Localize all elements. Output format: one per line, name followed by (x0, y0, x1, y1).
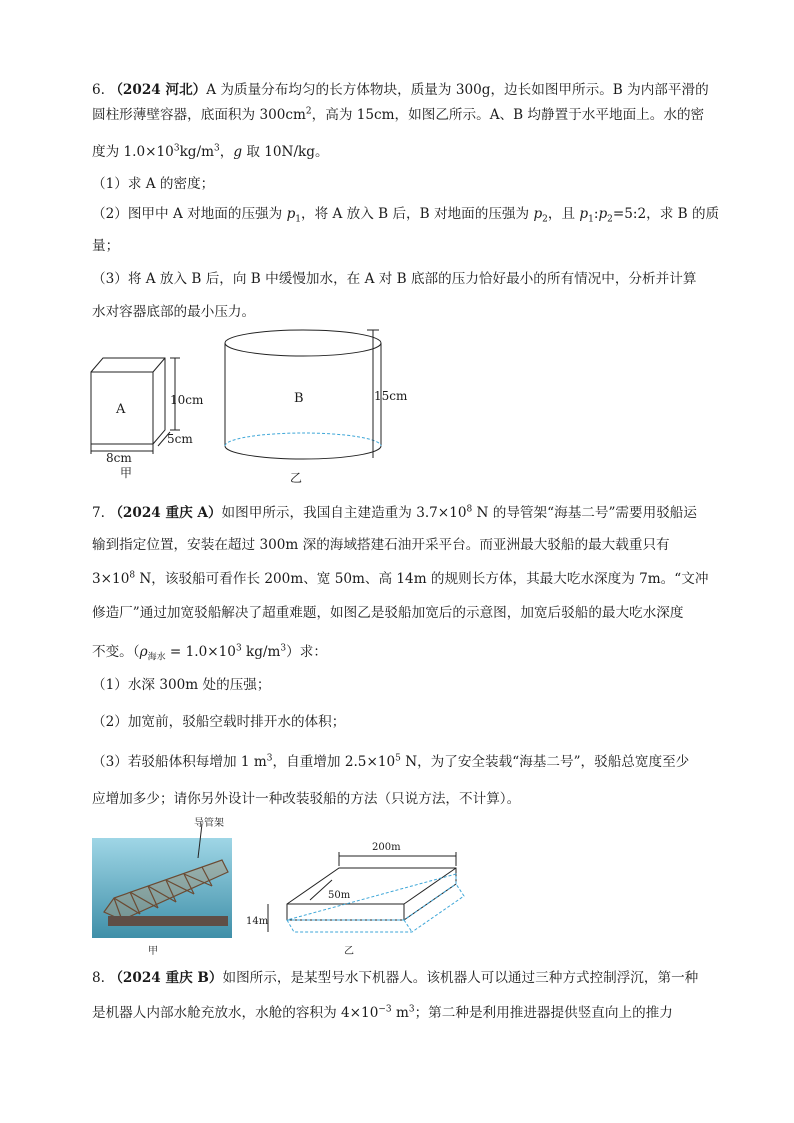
q6-sub-3: （3）将 A 放入 B 后，向 B 中缓慢加水，在 A 对 B 底部的压力恰好最小的所有情况中，分析并计算 (92, 271, 697, 287)
cylinder-b-label: B (294, 391, 304, 406)
q8-line-1: 8. （2024 重庆 B）如图所示，是某型号水下机器人。该机器人可以通过三种方式控制浮沉，第一种 (92, 970, 699, 986)
barge-height: 14m (246, 916, 269, 927)
q8-number: 8. (92, 970, 105, 986)
q7-sub-3-cont: 应增加多少；请你另外设计一种改装驳船的方法（只说方法，不计算）。 (92, 791, 521, 807)
q6-sub-1: （1）求 A 的密度； (92, 176, 215, 192)
caption-yi: 乙 (290, 471, 303, 485)
block-a-label: A (116, 402, 126, 417)
q6-line-1: 6. （2024 河北）A 为质量分布均匀的长方体物块，质量为 300g，边长如图甲所示。B 为内部平滑的 (92, 82, 709, 98)
caption-yi-7: 乙 (344, 946, 354, 957)
q7-sub-1: （1）水深 300m 处的压强； (92, 677, 271, 693)
barge-hull (108, 916, 228, 926)
q7-barge-diagram (246, 842, 470, 958)
q8-source-tag: （2024 重庆 B） (109, 970, 223, 986)
q7-line-1: 7. （2024 重庆 A）如图甲所示，我国自主建造重为 $3.7\times 10^8$ N 的导管架“海基二号”需要用驳船运 (92, 504, 697, 521)
q7-photo (90, 812, 240, 957)
q7-sub-3: （3）若驳船体积每增加 1 $m^3$，自重增加 $2.5\times 10^5$ N，为了安全装载“海基二号”，驳船总宽度至少 (92, 753, 690, 770)
caption-jia-7: 甲 (148, 946, 158, 957)
q8-line-2: 是机器人内部水舱充放水，水舱的容积为 $4\times 10^{-3}$ $m^3$；第二种是利用推进器提供竖直向上的推力 (92, 1004, 673, 1021)
q7-line-3: $3\times 10^8$ N，该驳船可看作长 200m、宽 50m、高 14m 的规则长方体，其最大吃水深度为 7m。“文冲 (92, 570, 709, 587)
q7-number: 7. (92, 505, 105, 521)
q6-sub-3-cont: 水对容器底部的最小压力。 (92, 304, 256, 320)
block-a-width: 8cm (106, 451, 132, 465)
q7-line-5: 不变。（$\rho_{海水} = 1.0\times 10^3$ $kg/m^3$）求： (92, 643, 327, 663)
q6-source-tag: （2024 河北） (109, 82, 207, 98)
block-a-height: 10cm (170, 393, 204, 407)
caption-jia: 甲 (120, 466, 133, 480)
q7-sub-2: （2）加宽前，驳船空载时排开水的体积； (92, 714, 346, 730)
q6-sub-2-cont: 量； (92, 238, 120, 254)
cylinder-b-height: 15cm (374, 389, 408, 403)
barge-length: 200m (372, 842, 401, 853)
q6-figure (80, 330, 408, 490)
block-a-depth: 5cm (167, 432, 193, 446)
q7-line-4: 修造厂”通过加宽驳船解决了超重难题，如图乙是驳船加宽后的示意图，加宽后驳船的最大吃水深度 (92, 605, 684, 621)
q6-sub-2: （2）图甲中 A 对地面的压强为 $p_1$，将 A 放入 B 后，B 对地面的压强为 $p_2$，且 $p_1:p_2=5:2$，求 B 的质 (92, 206, 720, 225)
q7-line-2: 输到指定位置，安装在超过 300m 深的海域搭建石油开采平台。而亚洲最大驳船的最大载重只有 (92, 537, 670, 553)
barge-width: 50m (328, 890, 351, 901)
photo-label: 导管架 (194, 818, 224, 829)
q6-line-3: 度为 $1.0\times 10^3kg/m^3$，g 取 10N/kg。 (92, 143, 329, 160)
q7-source-tag: （2024 重庆 A） (109, 505, 222, 521)
q6-line-2: 圆柱形薄壁容器，底面积为 $300cm^2$，高为 15cm，如图乙所示。A、B 均静置于水平地面上。水的密 (92, 106, 705, 123)
q6-number: 6. (92, 82, 105, 98)
